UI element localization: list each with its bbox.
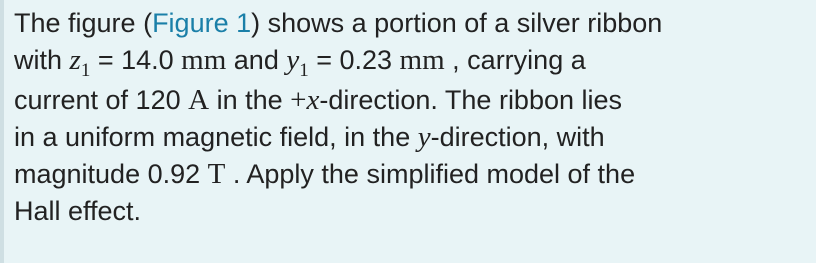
z-subscript: 1 (80, 60, 91, 81)
x-variable: x (306, 84, 320, 116)
z-variable: z (69, 44, 81, 76)
y-subscript: 1 (299, 60, 309, 81)
unit-mm: mm (181, 44, 227, 76)
y-variable: y (286, 44, 300, 76)
problem-statement (14, 5, 804, 230)
unit-mm: mm (399, 44, 445, 76)
line-4: in a uniform magnetic field, in the y-direction, with (14, 121, 605, 153)
figure-link[interactable]: Figure 1 (152, 8, 252, 38)
unit-tesla: T (207, 158, 226, 190)
unit-ampere: A (188, 84, 210, 116)
line-5: magnitude 0.92 T . Apply the simplified model of the (14, 158, 636, 190)
line-3: current of 120 A in the +x-direction. The ribbon lies (14, 84, 623, 116)
line-1: The figure (Figure 1) shows a portion of a silver ribbon (14, 8, 663, 38)
plus-sign: + (290, 84, 307, 116)
line-2: with $z_1 = 14.0$ mm and $y_1 = 0.23$ mm , carrying a (14, 44, 586, 81)
y-variable: y (417, 121, 431, 153)
line-6: Hall effect. (14, 196, 142, 226)
